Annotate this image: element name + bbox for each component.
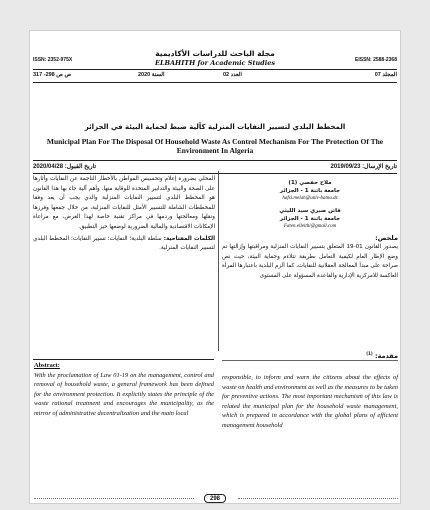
accepted-date: تاريخ القبول: 2020/04/28 <box>33 164 97 170</box>
dates-bar <box>33 161 397 173</box>
author-1-email[interactable]: hafsi.melah@univ-batna.dz <box>282 196 338 201</box>
abstract-en-text: With the proclamation of Law 01-19 on the management, control and removal of household waste, a general framework has been defined for the environment protection. It explicitly states the principle of the waste rational treatment and encourages the municipality, as the mirror of administrative decentralization and the main local <box>34 371 214 417</box>
page-number: 298 <box>204 494 226 503</box>
abstract-ar-heading: ملخص: <box>375 234 398 242</box>
right-column <box>222 175 398 281</box>
keywords-heading: الكلمات المفتاحية: <box>163 235 215 242</box>
author-2-affiliation: جامعة باتنة 1 - الجزائر <box>279 216 341 222</box>
journal-title-ar: مجلة الباحث للدراسات الأكاديمية <box>155 49 275 58</box>
header-rule-bottom <box>33 82 397 83</box>
intro-heading: مقدمة: <box>374 352 398 361</box>
issue: العدد 02 <box>223 72 242 78</box>
journal-title-en: ELBAHITH for Academic Studies <box>155 59 275 67</box>
abstract-ar-left: المحلي بضرورة إعلام وتحسيس المواطن بالأخطار الناجمة عن النفايات وآثارها على الصحة والبيئة والتدابير المتخذة للوقاية منها. وأهم آلية جاء بها هذا القانون هو المخطط البلدي لتسيير النفايات المنزلية والذي يجب أن يعد وفقا للمخططات الشاملة للتسيير الأمثل للنفايات المنزلية، من خلال جمعها وفرزها ونقلها ومعالجتها وردمها في مراكز تقنية خاصة لهذا الغرض، مع مراعاة الإمكانات الاقتصادية والمالية الضرورية لوضعها حيز التطبيق. <box>33 176 215 230</box>
issn: ISSN: 2352-975X <box>33 57 73 63</box>
eissn: EISSN: 2588-2368 <box>355 57 397 63</box>
abstract-en <box>34 361 214 419</box>
intro-superscript: (1) <box>366 351 373 356</box>
column-divider <box>218 171 219 351</box>
author-1-name: ملاح حفصي (1) <box>288 180 332 186</box>
abstract-ar-right: يصدور القانون 01-19 المتعلق بتسيير النفايات المنزلية ومراقبتها وإزالتها تم وضع الإطار العام لكيفية التعامل بطريقة تتلاءم وحماية البيئة، حيث نص صراحة على مبدأ المعالجة العقلانية للنفايات، كما ألزم البلدية باعتبارها المرأة العاكسة للامركزية الإدارية والقاعدة المسؤولة على المستوى <box>222 244 399 279</box>
footer-dots-right <box>238 498 398 499</box>
received-date: تاريخ الإرسال: 2019/09/23 <box>330 164 397 170</box>
intro-heading-block <box>222 351 398 361</box>
header-rule-top <box>33 69 397 70</box>
article-title-ar: المخطط البلدي لتسيير النفايات المنزلية كآلية ضبط لحماية البيئة في الجزائر <box>84 123 346 131</box>
issue-meta-row <box>33 71 397 81</box>
abstract-en-heading: Abstract: <box>34 362 60 369</box>
abstract-en-rule <box>33 359 214 360</box>
keywords-text: سلطة البلدية؛ النفايات؛ تسيير النفايات؛ المخطط البلدي لتسيير النفايات المنزلية. <box>33 235 215 252</box>
pages-range: ص ص 298- 317 <box>33 72 72 78</box>
left-column <box>33 175 215 254</box>
article-title-en: Municipal Plan For The Disposal Of Household Waste As Control Mechanism For The Protection Of The Environment In Algeria <box>46 137 384 155</box>
abstract-en-continued: responsible, to inform and warn the citizens about the effects of waste on health and environment as well as the measures to be taken for preventive actions. The most important mechanism of this law is related the municipal plan for the household waste management, which is prepared in accordance with the global plans of efficient management household <box>222 374 398 429</box>
author-2-name: فاتن صبري سيد الليثي <box>279 208 341 214</box>
author-1-affiliation: جامعة باتنة 1 - الجزائر <box>279 188 341 194</box>
author-2-email[interactable]: Faten.elleithi@gmail.com <box>283 224 337 229</box>
dates-rule-bottom <box>33 173 397 174</box>
journal-page <box>29 30 401 504</box>
keywords-block <box>33 235 215 254</box>
volume: المجلد 07 <box>374 72 397 78</box>
year: السنة 2020 <box>138 72 165 78</box>
footer-dots-left <box>34 498 194 499</box>
